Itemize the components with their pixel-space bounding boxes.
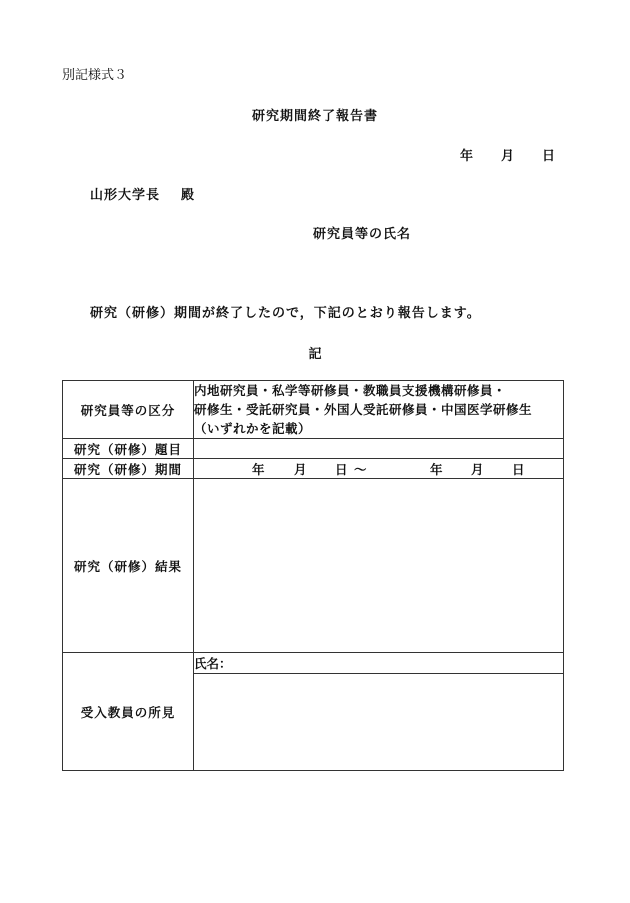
period-end-month: 月 — [471, 462, 484, 477]
category-line-2: 研修生・受託研究員・外国人受託研修員・中国医学研修生 — [194, 402, 533, 417]
period-start-year: 年 — [252, 462, 265, 477]
date-year-label: 年 — [460, 149, 474, 164]
category-field[interactable] — [194, 381, 564, 439]
topic-row — [63, 439, 564, 459]
report-statement: 研究（研修）期間が終了したので，下記のとおり報告します。 — [90, 306, 481, 321]
period-end-day: 日 — [512, 462, 525, 477]
date-month-label: 月 — [501, 149, 515, 164]
ki-heading: 記 — [308, 347, 322, 362]
applicant-name-label: 研究員等の氏名 — [313, 227, 412, 242]
result-label: 研究（研修）結果 — [63, 479, 194, 653]
period-tilde: ～ — [354, 462, 367, 477]
form-number: 別記様式３ — [62, 68, 128, 83]
period-field[interactable] — [194, 459, 564, 479]
category-line-1: 内地研究員・私学等研修員・教職員支援機構研修員・ — [194, 383, 507, 398]
opinion-field[interactable] — [194, 674, 564, 771]
topic-field[interactable] — [194, 439, 564, 459]
result-field[interactable] — [194, 479, 564, 653]
period-start-day: 日 — [335, 462, 348, 477]
report-form-table — [62, 380, 564, 771]
category-line-3: （いずれかを記載） — [194, 421, 312, 436]
result-row — [63, 479, 564, 653]
supervisor-name-field[interactable] — [194, 653, 564, 674]
topic-label: 研究（研修）題目 — [63, 439, 194, 459]
period-label: 研究（研修）期間 — [63, 459, 194, 479]
category-row — [63, 381, 564, 439]
opinion-label: 受入教員の所見 — [63, 653, 194, 771]
period-end-year: 年 — [430, 462, 443, 477]
period-start-month: 月 — [294, 462, 307, 477]
date-day-label: 日 — [542, 149, 556, 164]
addressee: 山形大学長 — [90, 188, 161, 203]
opinion-name-row — [63, 653, 564, 674]
supervisor-name-label: 氏名： — [194, 656, 232, 671]
period-row — [63, 459, 564, 479]
addressee-honorific: 殿 — [181, 188, 195, 203]
document-title: 研究期間終了報告書 — [251, 109, 378, 124]
category-label: 研究員等の区分 — [63, 381, 194, 439]
